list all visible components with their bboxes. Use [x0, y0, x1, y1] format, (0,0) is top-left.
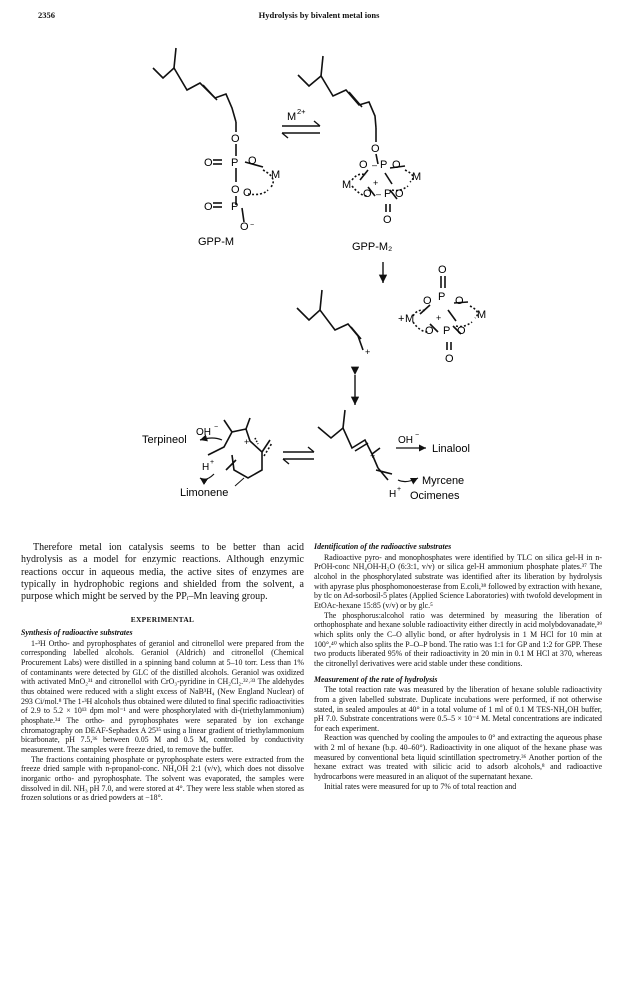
identification-heading: Identification of the radioactive substrates — [314, 542, 452, 551]
atom-o: O — [363, 188, 372, 200]
experimental-heading: EXPERIMENTAL — [130, 615, 195, 625]
hydroxide-right: OH — [398, 435, 413, 446]
atom-o: O — [392, 159, 401, 171]
charge-minus: − — [250, 222, 255, 229]
metal-ion-label: M — [287, 111, 297, 123]
bond-dash: – — [372, 160, 378, 170]
hydroxide-left-charge: − — [214, 424, 219, 431]
atom-p: P — [443, 325, 451, 337]
rate-paragraph-2: Reaction was quenched by cooling the ampoules to 0° and extracting the aqueous phase with 2 ml of hexane (b.p. 40–60°). Radioactivity in one aliquot of the hexane phase was measured by conventional beta liquid scintillation spectrometry.³⁶ Another portion of the hexane extract was treated with silicic acid to adsorb alcohols,⁸ and radioactive hydrocarbons were measured in an aliquot of the supernatant hexane. — [314, 733, 602, 782]
linalyl-cation-structure — [318, 410, 392, 480]
atom-o: O — [248, 155, 257, 167]
gpp-m2-atoms — [342, 143, 421, 226]
hydroxide-right-charge: − — [415, 432, 420, 439]
plus-sign: + — [398, 313, 405, 325]
proton-right: H — [389, 489, 397, 500]
atom-m: M — [412, 171, 422, 183]
proton-right-charge: + — [397, 486, 402, 493]
label-myrcene: Myrcene — [422, 475, 465, 487]
atom-p: P — [231, 157, 239, 169]
atom-o: O — [455, 295, 464, 307]
right-column — [314, 542, 602, 791]
page-number: 2356 — [38, 10, 55, 20]
identification-paragraph-2: The phosphorus:alcohol ratio was determined by measuring the liberation of orthophosphate and hexane soluble radioactivity either directly in acid molybdovanadate,³⁹ which splits only the C–O allylic bond, or after hydrolysis in 1 M HCl for 10 min at 100°,⁴⁰ which also splits the P–O–P bond. The ratio was 1:1 for GP and 1:2 for GPP. These two products liberated 95% of their radioactivity in 20 min in 0.1 M HCl at 370, whereas the citronellyl derivatives were acid stable under these conditions. — [314, 610, 602, 668]
atom-p: P — [380, 159, 388, 171]
atom-o: O — [395, 188, 404, 200]
bond-dash: – — [376, 189, 382, 199]
label-ocimenes: Ocimenes — [410, 490, 460, 502]
atom-p: P — [231, 201, 239, 213]
carbocation-structure — [297, 290, 363, 350]
atom-o: O — [243, 187, 252, 199]
gpp-m-atoms — [204, 133, 280, 233]
proton-left: H — [202, 462, 210, 473]
atom-o: O — [425, 325, 434, 337]
carbocation-charge: + — [370, 451, 376, 461]
atom-o: O — [383, 214, 392, 226]
intro-paragraph: Therefore metal ion catalysis seems to be better than acid hydrolysis as a model for enzymic reactions. Although enzymic reactions occur in aqueous media, the active sites of enzymes are typically in hydrophobic regions and shielded from the solvent, a purpose which might be served by the PPᵢ–Mn leaving group. — [21, 542, 304, 603]
label-linalool: Linalool — [432, 443, 470, 455]
synthesis-heading: Synthesis of radioactive substrates — [21, 628, 133, 638]
charge-plus: + — [373, 178, 379, 188]
atom-o: O — [231, 133, 240, 145]
atom-o: O — [204, 157, 213, 169]
charge-plus: + — [436, 313, 442, 323]
rate-paragraph-3: Initial rates were measured for up to 7% of total reaction and — [324, 781, 517, 791]
proton-left-charge: + — [210, 459, 215, 466]
lower-equilibrium-arrow — [283, 447, 314, 464]
atom-p: P — [438, 291, 446, 303]
metal-ion-charge: 2+ — [297, 107, 306, 116]
hydroxide-left: OH — [196, 427, 211, 438]
ppi-m2-structure — [413, 276, 478, 350]
equilibrium-arrow-m2 — [282, 121, 320, 138]
atom-o: O — [240, 221, 249, 233]
left-column — [21, 542, 304, 803]
atom-o: O — [371, 143, 380, 155]
atom-m: M — [405, 313, 415, 325]
atom-m: M — [342, 179, 352, 191]
atom-o: O — [438, 264, 447, 276]
reaction-scheme — [0, 20, 625, 520]
label-gpp-m2: GPP-M₂ — [352, 241, 393, 253]
label-limonene: Limonene — [180, 487, 229, 499]
atom-o: O — [204, 201, 213, 213]
synthesis-paragraph-1: 1-³H Ortho- and pyrophosphates of geraniol and citronellol were prepared from the corresponding labelled alcohols. Geraniol (Aldrich) and citronellol (Chemical Procurement Labs) were distilled in a spinning band column at 5–10 torr. Less than 1% of contaminants were detected by GLC of the distilled alcohols. Geraniol was oxidized with activated MnO₂³¹ and citronellol with CrO₃-pyridine in CH₂Cl₂.³²˒³³ The aldehydes thus obtained were reduced with a slight excess of NaB³H₄ (New England Nuclear) of 293 Ci/mol.⁸ The 1-³H alcohols thus obtained were diluted to final specific radioactivities of 2.9 to 5.2 × 10¹³ dpm mol⁻¹ and were phosphorylated with di-(triethylammonium) phosphate.³⁴ The ortho- and pyrophosphates were separated by ion exchange chromatography on DEAF-Sephadex A 25³⁵ using a linear gradient of triethylammonium bicarbonate, pH 7.5,³⁶ between 0.05 M and 0.5 M, controlled by conductivity measurement. The samples were freeze dried, to remove the buffer. — [21, 638, 304, 755]
label-terpineol: Terpineol — [142, 434, 187, 446]
atom-o: O — [231, 184, 240, 196]
rate-heading: Measurement of the rate of hydrolysis — [314, 674, 438, 684]
rate-paragraph-1: The total reaction rate was measured by the liberation of hexane soluble radioactivity from a given labelled substrate. Duplicate incubations were performed, if not otherwise stated, in sealed ampoules at 40° in a total volume of 1 ml of 0.1 M TES-NH₄OH buffer, pH 7.0. Substrate concentrations were 0.5–5 × 10⁻⁴ M. Metal concentrations are indicated for each experiment. — [314, 685, 602, 733]
gpp-m-structure — [153, 48, 273, 222]
atom-m: M — [477, 309, 487, 321]
running-title: Hydrolysis by bivalent metal ions — [258, 10, 380, 20]
synthesis-paragraph-2: The fractions containing phosphate or pyrophosphate esters were extracted from the freeze dried sample with n-propanol-conc. NH₄OH 2:1 (v/v), which does not dissolve inorganic ortho- and pyrophosphate. The solvent was evaporated, the samples were dissolved in dil. NH₃ pH 7.0, and were stored at 4°. They were less stable when stored as frozen solutions or as dried powders at −18°. — [21, 754, 304, 803]
carbocation-charge: + — [244, 437, 250, 447]
carbocation-charge: + — [365, 347, 371, 357]
atom-o: O — [457, 325, 466, 337]
atom-p: P — [384, 188, 392, 200]
atom-o: O — [423, 295, 432, 307]
atom-m: M — [271, 169, 281, 181]
atom-o: O — [445, 353, 454, 365]
atom-o: O — [359, 159, 368, 171]
identification-paragraph-1: Radioactive pyro- and monophosphates were identified by TLC on silica gel-H in n-PrOH-conc NH₄OH-H₂O (6:3:1, v/v) or silica gel-H ammonium phosphate plates.³⁷ The alcohol in the phosphorylated substrate was identified after its liberation by hydrolysis with apyrase plus phosphomonoesterase from E.coli,³⁸ followed by extraction with hexane, by tlc on Ad-sorbosil-5 plates (Applied Science Laboratories) with twofold development in EtOAc-hexane 15:85 (v/v) or by glc.⁵ — [314, 552, 602, 610]
label-gpp-m: GPP-M — [198, 236, 235, 248]
